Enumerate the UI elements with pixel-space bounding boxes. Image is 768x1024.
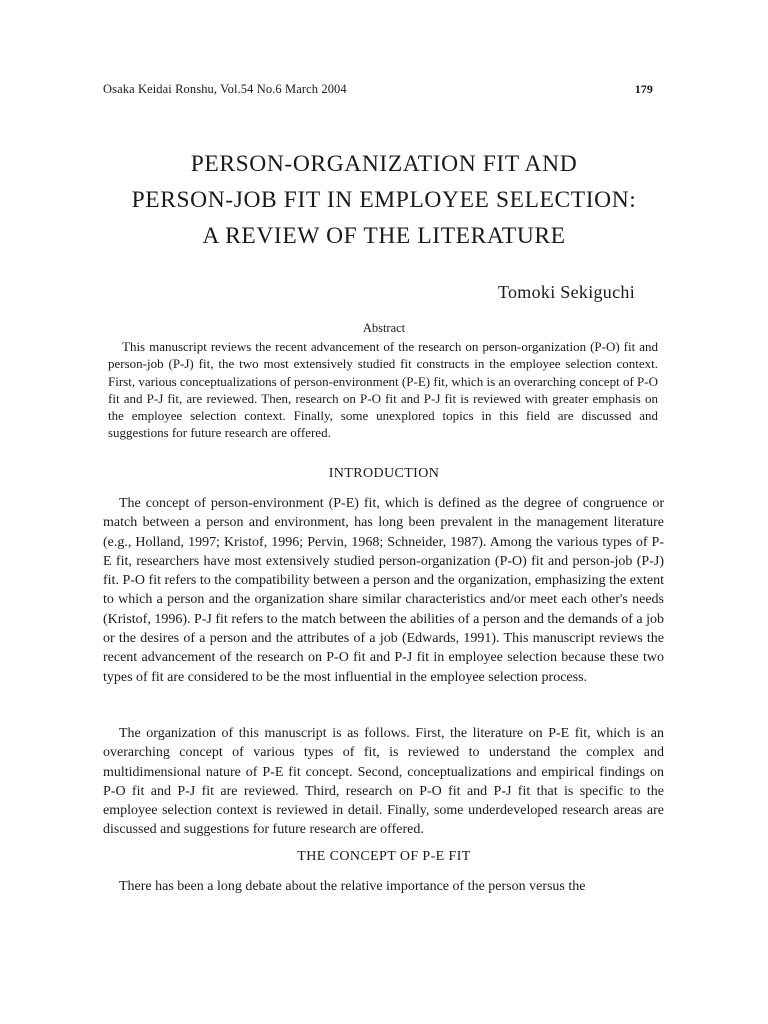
section-heading-introduction: INTRODUCTION	[328, 466, 440, 481]
title-line-3: A REVIEW OF THE LITERATURE	[202, 223, 566, 249]
abstract-heading: Abstract	[362, 321, 406, 335]
pe-fit-paragraph-1: There has been a long debate about the relative importance of the person versus the	[119, 879, 586, 894]
intro-paragraph-1: The concept of person-environment (P-E) fit, which is defined as the degree of congruence or match between a person and environment, has long been prevalent in the management literature (e.g., Holland, 1997; Kristof, 1996; Pervin, 1968; Schneider, 1987). Among the various types of P-E fit, researchers have most extensively studied person-organization (P-O) fit and person-job (P-J) fit. P-O fit refers to the compatibility between a person and the organization, emphasizing the extent to which a person and the organization share similar characteristics and/or meet each other's needs (Kristof, 1996). P-J fit refers to the match between the abilities of a person and the demands of a job or the desires of a person and the attributes of a job (Edwards, 1991). This manuscript reviews the recent advancement of the research on P-O fit and P-J fit in employee selection because these two types of fit are considered to be the most influential in the employee selection process.	[103, 496, 665, 685]
intro-paragraph-2: The organization of this manuscript is as follows. First, the literature on P-E fit, which is an overarching concept of various types of fit, is reviewed to understand the complex and multidimensional nature of P-E fit concept. Second, conceptualizations and empirical findings on P-O fit and P-J fit are reviewed. Third, research on P-O fit and P-J fit that is specific to the employee selection context is reviewed in detail. Finally, some underdeveloped research areas are discussed and suggestions for future research are offered.	[103, 726, 664, 838]
section-heading-pe-fit: THE CONCEPT OF P-E FIT	[297, 849, 471, 864]
page-number: 179	[634, 82, 653, 96]
author-name: Tomoki Sekiguchi	[497, 282, 635, 302]
running-head	[103, 82, 653, 97]
title-line-1: PERSON-ORGANIZATION FIT AND	[190, 151, 578, 177]
title-line-2: PERSON-JOB FIT IN EMPLOYEE SELECTION:	[131, 187, 637, 213]
journal-citation: Osaka Keidai Ronshu, Vol.54 No.6 March 2004	[103, 82, 347, 96]
abstract-text: This manuscript reviews the recent advancement of the research on person-organization (P-O) fit and person-job (P-J) fit, the two most extensively studied fit constructs in the employee selection context. First, various conceptualizations of person-environment (P-E) fit, which is an overarching concept of P-O fit and P-J fit, are reviewed. Then, research on P-O fit and P-J fit is reviewed with greater emphasis on the employee selection context. Finally, some unexplored topics in this field are discussed and suggestions for future research are offered.	[108, 339, 658, 441]
paper-title	[80, 146, 688, 254]
